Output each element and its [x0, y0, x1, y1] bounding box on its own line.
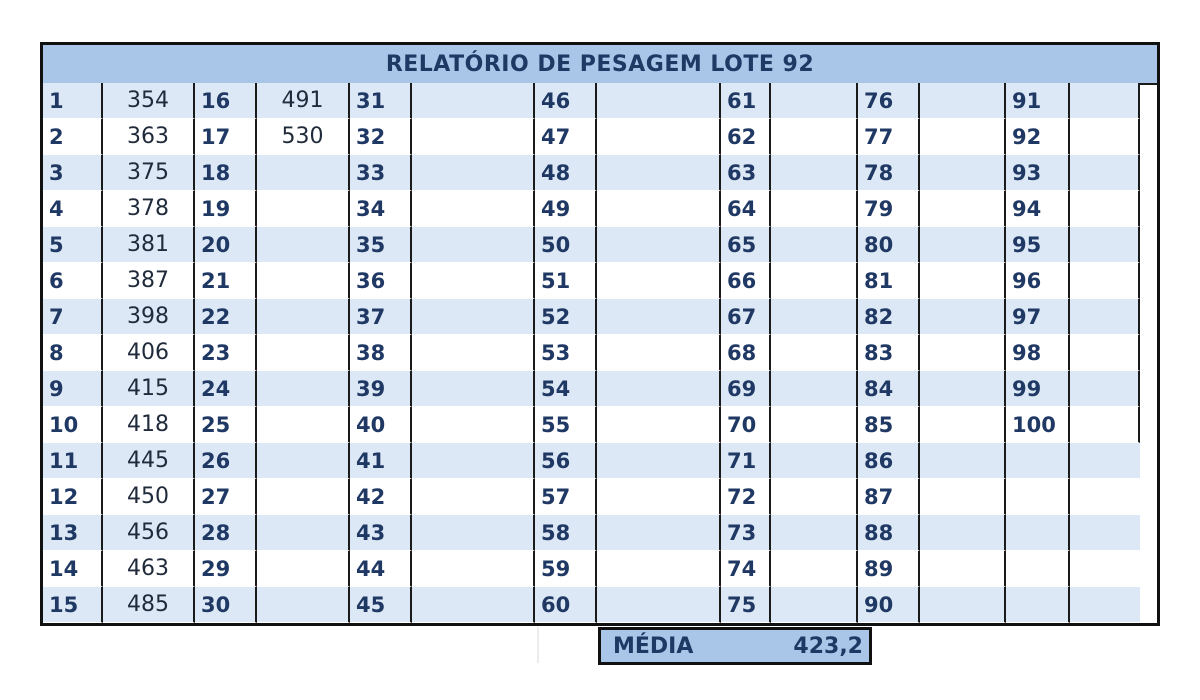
animal-number-cell: 42 — [350, 479, 412, 515]
weight-cell — [771, 587, 858, 623]
animal-number-cell: 53 — [535, 335, 597, 371]
animal-number-cell: 18 — [195, 155, 257, 191]
animal-number-cell: 45 — [350, 587, 412, 623]
animal-number-cell: 6 — [43, 263, 103, 299]
animal-number-cell: 4 — [43, 191, 103, 227]
animal-number-cell: 84 — [858, 371, 920, 407]
animal-number-cell: 82 — [858, 299, 920, 335]
animal-number-cell: 49 — [535, 191, 597, 227]
weight-cell — [257, 227, 350, 263]
weight-cell: 445 — [103, 443, 195, 479]
animal-number-cell: 93 — [1006, 155, 1070, 191]
weight-cell — [771, 299, 858, 335]
animal-number-cell: 46 — [535, 83, 597, 119]
weight-cell — [1070, 335, 1140, 371]
animal-number-cell: 47 — [535, 119, 597, 155]
weight-cell: 375 — [103, 155, 195, 191]
animal-number-cell: 52 — [535, 299, 597, 335]
animal-number-cell: 36 — [350, 263, 412, 299]
weight-cell — [920, 83, 1006, 119]
weight-cell — [920, 479, 1006, 515]
weight-cell: 387 — [103, 263, 195, 299]
animal-number-cell: 28 — [195, 515, 257, 551]
weight-cell — [597, 479, 721, 515]
weight-cell: 363 — [103, 119, 195, 155]
weight-cell — [412, 83, 535, 119]
animal-number-cell: 88 — [858, 515, 920, 551]
weight-cell: 456 — [103, 515, 195, 551]
weight-cell — [597, 155, 721, 191]
weight-cell — [771, 371, 858, 407]
weight-cell — [412, 191, 535, 227]
weight-cell — [1070, 227, 1140, 263]
animal-number-cell: 17 — [195, 119, 257, 155]
weight-cell — [1070, 119, 1140, 155]
weight-cell — [257, 443, 350, 479]
animal-number-cell: 39 — [350, 371, 412, 407]
weight-cell — [1070, 155, 1140, 191]
weight-cell — [412, 263, 535, 299]
empty-cell — [1070, 551, 1140, 587]
weight-cell — [771, 155, 858, 191]
weight-cell — [920, 155, 1006, 191]
animal-number-cell: 69 — [721, 371, 771, 407]
weight-cell — [597, 227, 721, 263]
empty-cell — [1006, 587, 1070, 623]
animal-number-cell: 54 — [535, 371, 597, 407]
weight-cell — [920, 587, 1006, 623]
animal-number-cell: 67 — [721, 299, 771, 335]
animal-number-cell: 75 — [721, 587, 771, 623]
animal-number-cell: 76 — [858, 83, 920, 119]
weight-cell — [597, 551, 721, 587]
animal-number-cell: 9 — [43, 371, 103, 407]
animal-number-cell: 60 — [535, 587, 597, 623]
weight-cell: 406 — [103, 335, 195, 371]
weight-cell — [771, 191, 858, 227]
weight-cell — [771, 407, 858, 443]
animal-number-cell: 26 — [195, 443, 257, 479]
weight-cell — [597, 83, 721, 119]
weight-cell — [597, 299, 721, 335]
empty-cell — [1006, 551, 1070, 587]
weight-cell — [257, 479, 350, 515]
weight-cell — [1070, 191, 1140, 227]
animal-number-cell: 22 — [195, 299, 257, 335]
animal-number-cell: 24 — [195, 371, 257, 407]
animal-number-cell: 1 — [43, 83, 103, 119]
animal-number-cell: 21 — [195, 263, 257, 299]
weight-cell — [771, 119, 858, 155]
weight-cell — [412, 407, 535, 443]
animal-number-cell: 10 — [43, 407, 103, 443]
animal-number-cell: 19 — [195, 191, 257, 227]
animal-number-cell: 94 — [1006, 191, 1070, 227]
animal-number-cell: 91 — [1006, 83, 1070, 119]
animal-number-cell: 5 — [43, 227, 103, 263]
weight-cell — [412, 155, 535, 191]
empty-cell — [1006, 515, 1070, 551]
weight-cell — [257, 335, 350, 371]
weight-cell — [771, 227, 858, 263]
weight-cell — [257, 191, 350, 227]
weight-cell — [597, 191, 721, 227]
animal-number-cell: 35 — [350, 227, 412, 263]
animal-number-cell: 80 — [858, 227, 920, 263]
animal-number-cell: 50 — [535, 227, 597, 263]
animal-number-cell: 2 — [43, 119, 103, 155]
animal-number-cell: 27 — [195, 479, 257, 515]
animal-number-cell: 48 — [535, 155, 597, 191]
weight-cell — [1070, 407, 1140, 443]
animal-number-cell: 23 — [195, 335, 257, 371]
weight-cell — [257, 371, 350, 407]
animal-number-cell: 15 — [43, 587, 103, 623]
animal-number-cell: 29 — [195, 551, 257, 587]
animal-number-cell: 64 — [721, 191, 771, 227]
animal-number-cell: 100 — [1006, 407, 1070, 443]
animal-number-cell: 73 — [721, 515, 771, 551]
weight-cell — [412, 335, 535, 371]
weight-cell — [1070, 299, 1140, 335]
animal-number-cell: 31 — [350, 83, 412, 119]
animal-number-cell: 32 — [350, 119, 412, 155]
animal-number-cell: 77 — [858, 119, 920, 155]
weight-cell — [920, 263, 1006, 299]
animal-number-cell: 33 — [350, 155, 412, 191]
empty-cell — [1070, 587, 1140, 623]
weight-cell — [597, 335, 721, 371]
animal-number-cell: 99 — [1006, 371, 1070, 407]
animal-number-cell: 96 — [1006, 263, 1070, 299]
weight-cell: 485 — [103, 587, 195, 623]
weight-cell — [597, 407, 721, 443]
weight-cell — [257, 587, 350, 623]
animal-number-cell: 51 — [535, 263, 597, 299]
animal-number-cell: 81 — [858, 263, 920, 299]
animal-number-cell: 86 — [858, 443, 920, 479]
weight-cell — [771, 335, 858, 371]
weight-cell — [920, 227, 1006, 263]
animal-number-cell: 41 — [350, 443, 412, 479]
animal-number-cell: 8 — [43, 335, 103, 371]
weight-cell — [412, 227, 535, 263]
weight-cell — [771, 479, 858, 515]
animal-number-cell: 72 — [721, 479, 771, 515]
empty-cell — [1006, 479, 1070, 515]
empty-cell — [1070, 515, 1140, 551]
weight-cell: 398 — [103, 299, 195, 335]
animal-number-cell: 61 — [721, 83, 771, 119]
animal-number-cell: 79 — [858, 191, 920, 227]
empty-cell — [1070, 443, 1140, 479]
weight-cell — [412, 587, 535, 623]
average-label: MÉDIA — [613, 633, 694, 659]
animal-number-cell: 13 — [43, 515, 103, 551]
empty-cell — [1006, 443, 1070, 479]
animal-number-cell: 25 — [195, 407, 257, 443]
weight-cell — [920, 299, 1006, 335]
animal-number-cell: 56 — [535, 443, 597, 479]
animal-number-cell: 78 — [858, 155, 920, 191]
weighing-report-table — [40, 42, 1160, 626]
weight-cell — [597, 263, 721, 299]
weight-cell — [920, 443, 1006, 479]
weight-cell — [920, 191, 1006, 227]
weight-cell — [1070, 83, 1140, 119]
weight-cell — [412, 551, 535, 587]
animal-number-cell: 7 — [43, 299, 103, 335]
weight-cell — [771, 443, 858, 479]
animal-number-cell: 30 — [195, 587, 257, 623]
animal-number-cell: 92 — [1006, 119, 1070, 155]
animal-number-cell: 12 — [43, 479, 103, 515]
animal-number-cell: 14 — [43, 551, 103, 587]
animal-number-cell: 57 — [535, 479, 597, 515]
animal-number-cell: 74 — [721, 551, 771, 587]
weight-cell — [597, 119, 721, 155]
weight-cell — [257, 515, 350, 551]
animal-number-cell: 40 — [350, 407, 412, 443]
animal-number-cell: 90 — [858, 587, 920, 623]
animal-number-cell: 95 — [1006, 227, 1070, 263]
animal-number-cell: 83 — [858, 335, 920, 371]
animal-number-cell: 37 — [350, 299, 412, 335]
weight-cell — [920, 551, 1006, 587]
weight-cell — [412, 371, 535, 407]
weight-cell — [257, 551, 350, 587]
weight-cell — [412, 515, 535, 551]
weight-cell — [412, 443, 535, 479]
average-summary — [598, 627, 872, 665]
weight-cell — [597, 515, 721, 551]
weight-cell — [1070, 263, 1140, 299]
animal-number-cell: 3 — [43, 155, 103, 191]
weight-cell — [771, 551, 858, 587]
animal-number-cell: 38 — [350, 335, 412, 371]
animal-number-cell: 20 — [195, 227, 257, 263]
animal-number-cell: 70 — [721, 407, 771, 443]
average-value: 423,2 — [793, 633, 863, 659]
weight-cell — [771, 83, 858, 119]
animal-number-cell: 16 — [195, 83, 257, 119]
weight-cell: 450 — [103, 479, 195, 515]
weight-cell: 378 — [103, 191, 195, 227]
animal-number-cell: 62 — [721, 119, 771, 155]
animal-number-cell: 58 — [535, 515, 597, 551]
animal-number-cell: 97 — [1006, 299, 1070, 335]
animal-number-cell: 55 — [535, 407, 597, 443]
weight-cell: 415 — [103, 371, 195, 407]
animal-number-cell: 44 — [350, 551, 412, 587]
animal-number-cell: 89 — [858, 551, 920, 587]
weight-cell — [597, 371, 721, 407]
animal-number-cell: 85 — [858, 407, 920, 443]
animal-number-cell: 68 — [721, 335, 771, 371]
weight-cell — [412, 119, 535, 155]
weight-cell: 530 — [257, 119, 350, 155]
weight-cell — [412, 299, 535, 335]
cell-divider — [537, 627, 539, 663]
weight-cell — [920, 119, 1006, 155]
weight-cell: 418 — [103, 407, 195, 443]
weight-cell — [920, 515, 1006, 551]
weight-cell: 354 — [103, 83, 195, 119]
animal-number-cell: 11 — [43, 443, 103, 479]
weight-cell — [597, 443, 721, 479]
weight-cell — [771, 263, 858, 299]
weight-cell — [257, 263, 350, 299]
animal-number-cell: 34 — [350, 191, 412, 227]
animal-number-cell: 43 — [350, 515, 412, 551]
weight-cell — [257, 407, 350, 443]
weight-cell: 491 — [257, 83, 350, 119]
weight-cell — [920, 335, 1006, 371]
weight-cell — [920, 371, 1006, 407]
weight-cell: 381 — [103, 227, 195, 263]
animal-number-cell: 63 — [721, 155, 771, 191]
weight-cell — [771, 515, 858, 551]
animal-number-cell: 98 — [1006, 335, 1070, 371]
weight-cell — [412, 479, 535, 515]
weight-cell — [597, 587, 721, 623]
report-title: RELATÓRIO DE PESAGEM LOTE 92 — [43, 45, 1157, 85]
empty-cell — [1070, 479, 1140, 515]
weight-cell — [920, 407, 1006, 443]
animal-number-cell: 66 — [721, 263, 771, 299]
animal-number-cell: 87 — [858, 479, 920, 515]
weight-cell — [257, 155, 350, 191]
animal-number-cell: 71 — [721, 443, 771, 479]
weight-cell — [1070, 371, 1140, 407]
weight-cell — [257, 299, 350, 335]
weight-cell: 463 — [103, 551, 195, 587]
animal-number-cell: 59 — [535, 551, 597, 587]
animal-number-cell: 65 — [721, 227, 771, 263]
